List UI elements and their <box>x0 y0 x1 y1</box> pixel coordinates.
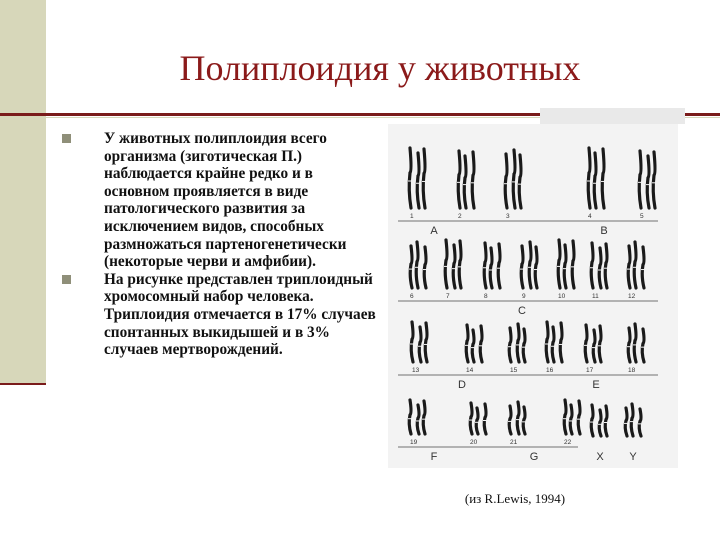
chromosome <box>509 328 511 362</box>
chromosome <box>585 325 587 362</box>
chromosome-number: 17 <box>586 367 594 374</box>
figure-caption: (из R.Lewis, 1994) <box>464 491 566 506</box>
chromosome <box>647 156 649 208</box>
chromosome <box>552 327 554 362</box>
chromosome <box>639 409 641 436</box>
chromosome <box>417 153 419 208</box>
chromosome <box>509 406 511 434</box>
group-label: G <box>529 451 539 463</box>
group-label: A <box>430 225 438 237</box>
chromosome <box>546 322 548 362</box>
square-bullet-icon <box>62 275 71 284</box>
chromosome <box>570 405 572 434</box>
chromosome <box>591 243 593 288</box>
chromosome <box>458 151 460 208</box>
chromosome-number: 5 <box>640 213 644 220</box>
chromosome <box>416 242 418 288</box>
chromosome <box>419 327 421 362</box>
chromosome <box>564 245 566 288</box>
chromosome-number: 21 <box>510 439 518 446</box>
chromosome <box>521 246 523 288</box>
chromosome <box>425 323 427 362</box>
chromosome-number: 7 <box>446 293 450 300</box>
chromosome <box>472 330 474 362</box>
chromosome <box>564 400 566 434</box>
chromosome <box>411 322 413 362</box>
chromosome <box>535 247 537 288</box>
chromosome <box>423 149 425 208</box>
karyotype-image <box>388 124 678 468</box>
group-label: D <box>458 379 466 391</box>
chromosome <box>628 328 630 362</box>
group-label: F <box>430 451 438 463</box>
chromosome <box>484 404 486 434</box>
group-label: C <box>518 305 526 317</box>
chromosome-number: 20 <box>470 439 478 446</box>
chromosome <box>519 155 521 208</box>
chromosome <box>517 324 519 362</box>
chromosome <box>423 401 425 434</box>
chromosome-number: 19 <box>410 439 418 446</box>
chromosome <box>631 404 633 436</box>
chromosome <box>453 245 455 288</box>
chromosome <box>605 244 607 288</box>
chromosome <box>490 248 492 288</box>
band-divider <box>0 383 46 385</box>
chromosome <box>599 326 601 362</box>
group-label: X <box>596 451 604 463</box>
chromosome-number: 18 <box>628 367 636 374</box>
chromosome <box>572 241 574 288</box>
chromosome <box>634 242 636 288</box>
chromosome <box>529 242 531 288</box>
chromosome <box>602 149 604 208</box>
chromosome <box>409 400 411 434</box>
chromosome <box>558 240 560 288</box>
chromosome <box>517 402 519 434</box>
chromosome <box>505 154 507 208</box>
chromosome <box>593 330 595 362</box>
chromosome-number: 11 <box>592 293 599 300</box>
chromosome <box>625 408 627 436</box>
karyotype-figure <box>388 124 678 468</box>
chromosome <box>513 150 515 208</box>
chromosome <box>476 408 478 434</box>
bullet-text: На рисунке представлен триплоидный хромосомный набор человека. Триплоидия отмечается в 17% случаев спонтанных выкидышей и в 3% случаев мертворождений. <box>104 270 376 359</box>
chromosome <box>560 323 562 362</box>
square-bullet-icon <box>62 134 71 143</box>
chromosome <box>470 403 472 434</box>
chromosome <box>410 246 412 288</box>
chromosome <box>591 405 593 436</box>
group-label: B <box>600 225 608 237</box>
chromosome <box>653 152 655 208</box>
chromosome-number: 1 <box>410 213 414 220</box>
chromosome <box>480 326 482 362</box>
chromosome <box>642 329 644 362</box>
chromosome-number: 14 <box>466 367 474 374</box>
chromosome-number: 3 <box>506 213 510 220</box>
chromosome-number: 4 <box>588 213 592 220</box>
chromosome <box>472 152 474 208</box>
chromosome <box>594 153 596 208</box>
chromosome <box>409 148 411 208</box>
chromosome <box>628 246 630 288</box>
chromosome <box>445 240 447 288</box>
chromosome-number: 15 <box>510 367 518 374</box>
chromosome <box>642 247 644 288</box>
chromosome-number: 6 <box>410 293 414 300</box>
bullet-item <box>62 130 382 271</box>
chromosome <box>523 329 525 362</box>
chromosome-number: 12 <box>628 293 636 300</box>
chromosome <box>523 407 525 434</box>
bullet-item <box>62 271 382 359</box>
bullet-list <box>62 130 382 359</box>
chromosome-number: 16 <box>546 367 554 374</box>
chromosome <box>424 247 426 288</box>
chromosome-number: 8 <box>484 293 488 300</box>
chromosome <box>459 241 461 288</box>
chromosome <box>605 406 607 436</box>
chromosome-number: 10 <box>558 293 566 300</box>
chromosome <box>588 148 590 208</box>
figure-shadow <box>540 108 685 124</box>
chromosome <box>466 325 468 362</box>
chromosome <box>484 243 486 288</box>
group-label: Y <box>629 451 637 463</box>
chromosome <box>578 401 580 434</box>
chromosome <box>634 324 636 362</box>
chromosome <box>599 410 601 436</box>
chromosome <box>599 248 601 288</box>
group-label: E <box>592 379 600 391</box>
chromosome <box>639 151 641 208</box>
chromosome <box>417 405 419 434</box>
bullet-text: У животных полиплоидия всего организма (зиготическая П.) наблюдается крайне редко и в основном проявляется в виде патологического развития за исключением видов, способных размножаться партеногенетически (некоторые черви и амфибии). <box>104 130 347 271</box>
chromosome <box>464 156 466 208</box>
chromosome <box>498 244 500 288</box>
chromosome-number: 13 <box>412 367 420 374</box>
chromosome-number: 2 <box>458 213 462 220</box>
left-accent-band <box>0 0 46 383</box>
slide-title: Полиплоидия у животных <box>179 48 581 88</box>
chromosome-number: 9 <box>522 293 526 300</box>
chromosome-number: 22 <box>564 439 572 446</box>
